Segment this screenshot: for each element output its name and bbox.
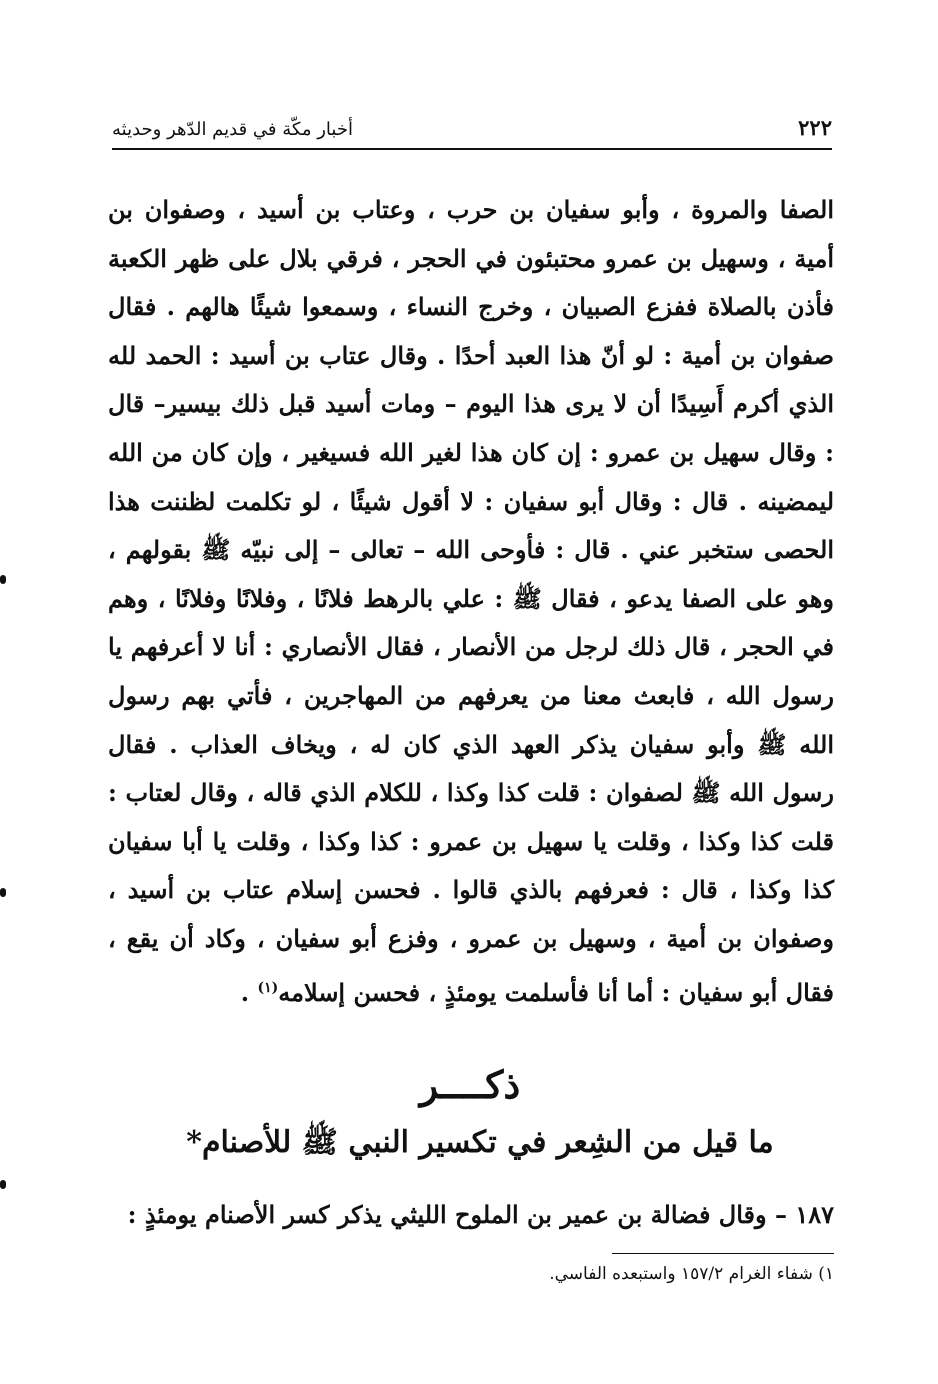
section-ornament: ذكــــر [419, 1062, 521, 1107]
footnote-rule [612, 1253, 834, 1254]
entry-187: ١٨٧ – وقال فضالة بن عمير بن الملوح الليثي يذكر كسر الأصنام يومئذٍ : [127, 1200, 834, 1229]
section-title: ما قيل من الشِعر في تكسير النبي ﷺ للأصنام* [186, 1125, 774, 1160]
header-rule [112, 148, 832, 150]
body-paragraph-text: الصفا والمروة ، وأبو سفيان بن حرب ، وعتاب بن أسيد ، وصفوان بن أمية ، وسهيل بن عمرو محتبئون في الحجر ، فرقي بلال على ظهر الكعبة فأذن بالصلاة ففزع الصبيان ، وخرج النساء ، وسمعوا شيئًا هالهم . فقال صفوان بن أمية : لو أنّ هذا العبد أحدًا . وقال عتاب بن أسيد : الحمد لله الذي أكرم أَسِيدًا أن لا يرى هذا اليوم – ومات أسيد قبل ذلك بيسير– قال : وقال سهيل بن عمرو : إن كان هذا لغير الله فسيغير ، وإن كان من الله ليمضينه . قال : وقال أبو سفيان : لا أقول شيئًا ، لو تكلمت لظننت هذا الحصى ستخبر عني . قال : فأوحى الله – تعالى – إلى نبيّه ﷺ بقولهم ، وهو على الصفا يدعو ، فقال ﷺ : علي بالرهط فلانًا ، وفلانًا وفلانًا ، وهم في الحجر ، قال ذلك لرجل من الأنصار ، فقال الأنصاري : أنا لا أعرفهم يا رسول الله ، فابعث معنا من يعرفهم من المهاجرين ، فأتي بهم رسول الله ﷺ وأبو سفيان يذكر العهد الذي كان له ، ويخاف العذاب . فقال رسول الله ﷺ لصفوان : قلت كذا وكذا ، للكلام الذي قاله ، وقال لعتاب : قلت كذا وكذا ، وقلت يا سهيل بن عمرو : كذا وكذا ، وقلت يا أبا سفيان كذا وكذا ، قال : فعرفهم بالذي قالوا . فحسن إسلام عتاب بن أسيد ، وصفوان بن أمية ، وسهيل بن عمرو ، وفزع أبو سفيان ، وكاد أن يقع ، فقال أبو سفيان : أما أنا فأسلمت يومئذٍ ، فحسن إسلامه [108, 195, 835, 1007]
page-number: ٢٢٢ [798, 115, 832, 140]
running-title: أخبار مكّة في قديم الدّهر وحديثه [112, 119, 353, 140]
running-head [112, 100, 832, 140]
margin-mark [0, 888, 6, 897]
footnote-marker: (١) [257, 979, 279, 996]
margin-mark [0, 575, 6, 584]
body-paragraph-end: . [240, 977, 258, 1007]
footnote-1: ١) شفاء الغرام ١٥٧/٢ واستبعده الفاسي. [549, 1264, 834, 1284]
body-paragraph [108, 186, 834, 1017]
margin-mark [0, 1180, 6, 1189]
